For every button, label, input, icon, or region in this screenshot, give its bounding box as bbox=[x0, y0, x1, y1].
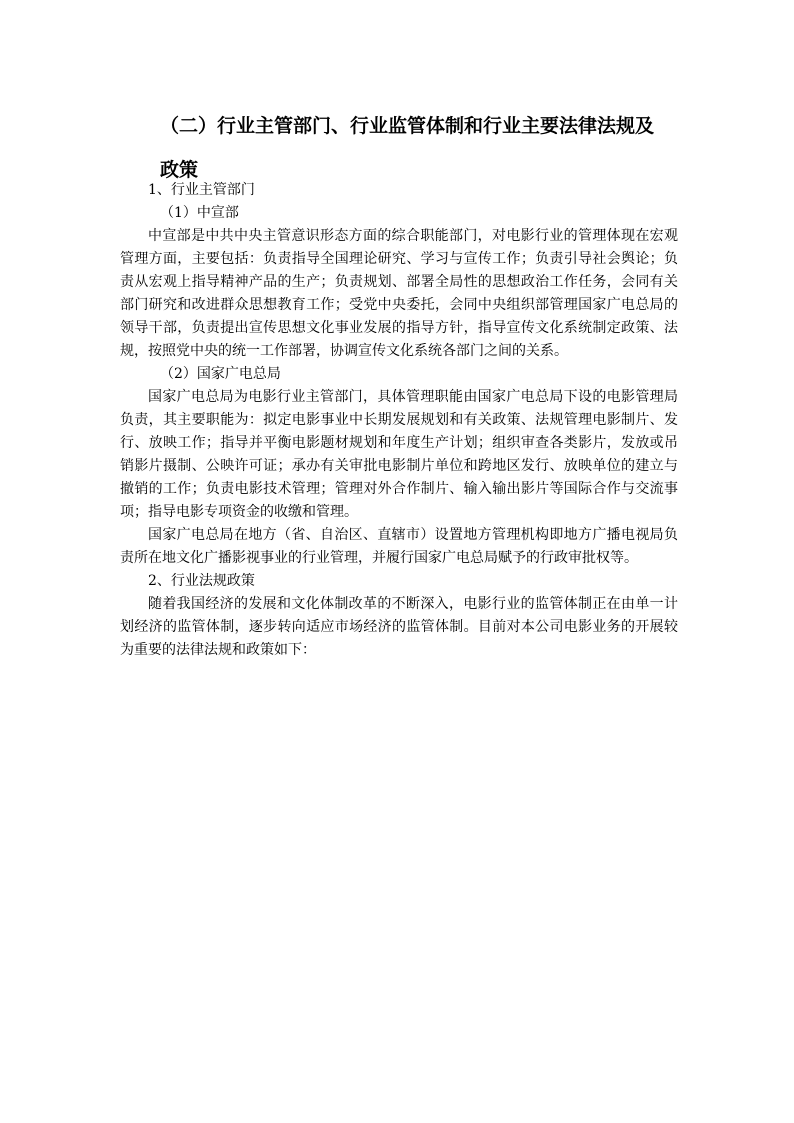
subsection-heading-1: 1、行业主管部门 bbox=[148, 182, 255, 198]
section-title-line-1: （二）行业主管部门、行业监管体制和行业主要法律法规及 bbox=[160, 115, 655, 137]
paragraph-zhongxuanbu: 中宣部是中共中央主管意识形态方面的综合职能部门，对电影行业的管理体现在宏观管理方面，主要包括：负责指导全国理论研究、学习与宣传工作；负责引导社会舆论；负责从宏观上指导精神产品的生产；负责规划、部署全局性的思想政治工作任务，会同有关部门研究和改进群众思想教育工作；受党中央委托，会同中央组织部管理国家广电总局的领导干部，负责提出宣传思想文化事业发展的指导方针，指导宣传文化系统制定政策、法规，按照党中央的统一工作部署，协调宣传文化系统各部门之间的关系。 bbox=[120, 228, 678, 359]
document-body bbox=[120, 179, 678, 662]
item-heading-zhongxuanbu: （1）中宣部 bbox=[160, 205, 239, 221]
paragraph-regulation: 随着我国经济的发展和文化体制改革的不断深入，电影行业的监管体制正在由单一计划经济的监管体制，逐步转向适应市场经济的监管体制。目前对本公司电影业务的开展较为重要的法律法规和政策如下： bbox=[120, 596, 678, 658]
section-title-line-2: 政策 bbox=[160, 159, 199, 181]
paragraph-guangdian-2: 国家广电总局在地方（省、自治区、直辖市）设置地方管理机构即地方广播电视局负责所在地文化广播影视事业的行业管理，并履行国家广电总局赋予的行政审批权等。 bbox=[120, 527, 678, 566]
subsection-heading-2: 2、行业法规政策 bbox=[148, 573, 255, 589]
paragraph-guangdian-1: 国家广电总局为电影行业主管部门，具体管理职能由国家广电总局下设的电影管理局负责，其主要职能为：拟定电影事业中长期发展规划和有关政策、法规管理电影制片、发行、放映工作；指导并平衡电影题材规划和年度生产计划；组织审查各类影片，发放或吊销影片摄制、公映许可证；承办有关审批电影制片单位和跨地区发行、放映单位的建立与撤销的工作；负责电影技术管理；管理对外合作制片、输入输出影片等国际合作与交流事项；指导电影专项资金的收缴和管理。 bbox=[120, 389, 678, 520]
item-heading-guangdian: （2）国家广电总局 bbox=[160, 366, 281, 382]
